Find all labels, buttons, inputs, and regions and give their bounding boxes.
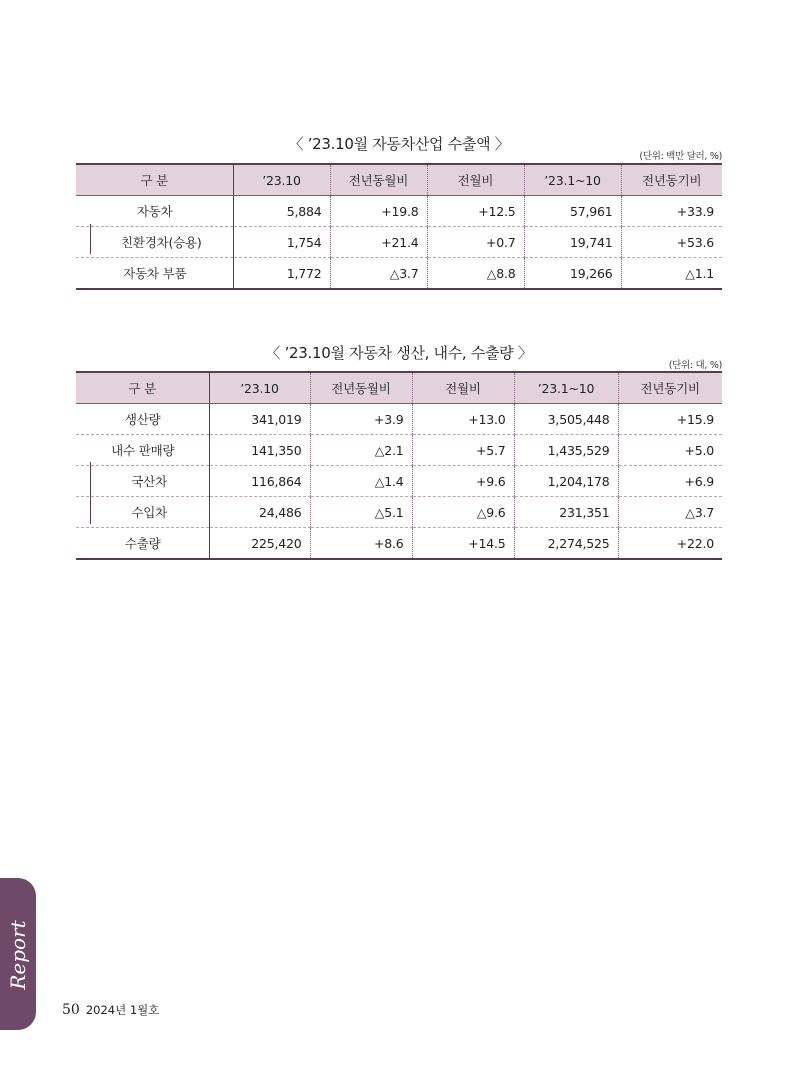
table-row bbox=[76, 466, 722, 497]
header-month: ’23.10 bbox=[233, 164, 330, 196]
cell: +0.7 bbox=[427, 227, 524, 258]
row-label: 내수 판매량 bbox=[76, 435, 209, 466]
report-tab-label: Report bbox=[6, 920, 30, 990]
row-label: 자동차 부품 bbox=[76, 258, 233, 290]
table2-caption: 〈 ’23.10월 자동차 생산, 내수, 수출량 〉 bbox=[265, 344, 533, 362]
header-yoy-month: 전년동월비 bbox=[310, 372, 412, 404]
cell: +19.8 bbox=[330, 196, 427, 227]
cell: 5,884 bbox=[233, 196, 330, 227]
header-yoy-period: 전년동기비 bbox=[621, 164, 722, 196]
cell: 2,274,525 bbox=[514, 528, 618, 560]
cell: △9.6 bbox=[412, 497, 514, 528]
cell: +33.9 bbox=[621, 196, 722, 227]
sub-category-bracket bbox=[90, 224, 91, 254]
table-row bbox=[76, 227, 722, 258]
cell: 1,754 bbox=[233, 227, 330, 258]
row-label: 생산량 bbox=[76, 404, 209, 435]
cell: 341,019 bbox=[209, 404, 310, 435]
header-ytd: ’23.1~10 bbox=[514, 372, 618, 404]
cell: 1,204,178 bbox=[514, 466, 618, 497]
cell: +14.5 bbox=[412, 528, 514, 560]
cell: △1.1 bbox=[621, 258, 722, 290]
cell: 225,420 bbox=[209, 528, 310, 560]
export-value-table bbox=[76, 163, 722, 290]
table2-unit: (단위: 대, %) bbox=[668, 360, 722, 371]
header-ytd: ’23.1~10 bbox=[524, 164, 621, 196]
cell: △3.7 bbox=[330, 258, 427, 290]
row-label: 국산차 bbox=[76, 466, 209, 497]
cell: 231,351 bbox=[514, 497, 618, 528]
cell: 57,961 bbox=[524, 196, 621, 227]
cell: +13.0 bbox=[412, 404, 514, 435]
cell: +53.6 bbox=[621, 227, 722, 258]
table-row bbox=[76, 435, 722, 466]
cell: +22.0 bbox=[618, 528, 722, 560]
page-number: 50 bbox=[62, 1002, 80, 1018]
header-mom: 전월비 bbox=[412, 372, 514, 404]
cell: 116,864 bbox=[209, 466, 310, 497]
row-label: 친환경차(승용) bbox=[76, 227, 233, 258]
cell: +9.6 bbox=[412, 466, 514, 497]
header-category: 구 분 bbox=[76, 164, 233, 196]
table-header-row bbox=[76, 164, 722, 196]
cell: +5.7 bbox=[412, 435, 514, 466]
cell: +6.9 bbox=[618, 466, 722, 497]
cell: +21.4 bbox=[330, 227, 427, 258]
table-row bbox=[76, 404, 722, 435]
header-mom: 전월비 bbox=[427, 164, 524, 196]
header-month: ’23.10 bbox=[209, 372, 310, 404]
cell: 3,505,448 bbox=[514, 404, 618, 435]
cell: +5.0 bbox=[618, 435, 722, 466]
cell: +15.9 bbox=[618, 404, 722, 435]
header-yoy-month: 전년동월비 bbox=[330, 164, 427, 196]
header-yoy-period: 전년동기비 bbox=[618, 372, 722, 404]
table-row bbox=[76, 497, 722, 528]
sub-category-bracket bbox=[90, 462, 91, 524]
header-category: 구 분 bbox=[76, 372, 209, 404]
page-footer bbox=[62, 1002, 159, 1018]
issue-label: 2024년 1월호 bbox=[85, 1003, 160, 1017]
row-label: 수입차 bbox=[76, 497, 209, 528]
table1-unit: (단위: 백만 달러, %) bbox=[639, 151, 722, 162]
cell: 141,350 bbox=[209, 435, 310, 466]
cell: +12.5 bbox=[427, 196, 524, 227]
cell: △3.7 bbox=[618, 497, 722, 528]
table-row bbox=[76, 196, 722, 227]
cell: △2.1 bbox=[310, 435, 412, 466]
table-row bbox=[76, 258, 722, 290]
table-row bbox=[76, 528, 722, 560]
cell: 1,772 bbox=[233, 258, 330, 290]
row-label: 수출량 bbox=[76, 528, 209, 560]
cell: △5.1 bbox=[310, 497, 412, 528]
table1-caption: 〈 ’23.10월 자동차산업 수출액 〉 bbox=[288, 135, 510, 153]
cell: 24,486 bbox=[209, 497, 310, 528]
row-label: 자동차 bbox=[76, 196, 233, 227]
production-sales-table bbox=[76, 371, 722, 560]
cell: 19,741 bbox=[524, 227, 621, 258]
cell: +8.6 bbox=[310, 528, 412, 560]
cell: △8.8 bbox=[427, 258, 524, 290]
cell: 1,435,529 bbox=[514, 435, 618, 466]
cell: 19,266 bbox=[524, 258, 621, 290]
table-header-row bbox=[76, 372, 722, 404]
cell: +3.9 bbox=[310, 404, 412, 435]
cell: △1.4 bbox=[310, 466, 412, 497]
